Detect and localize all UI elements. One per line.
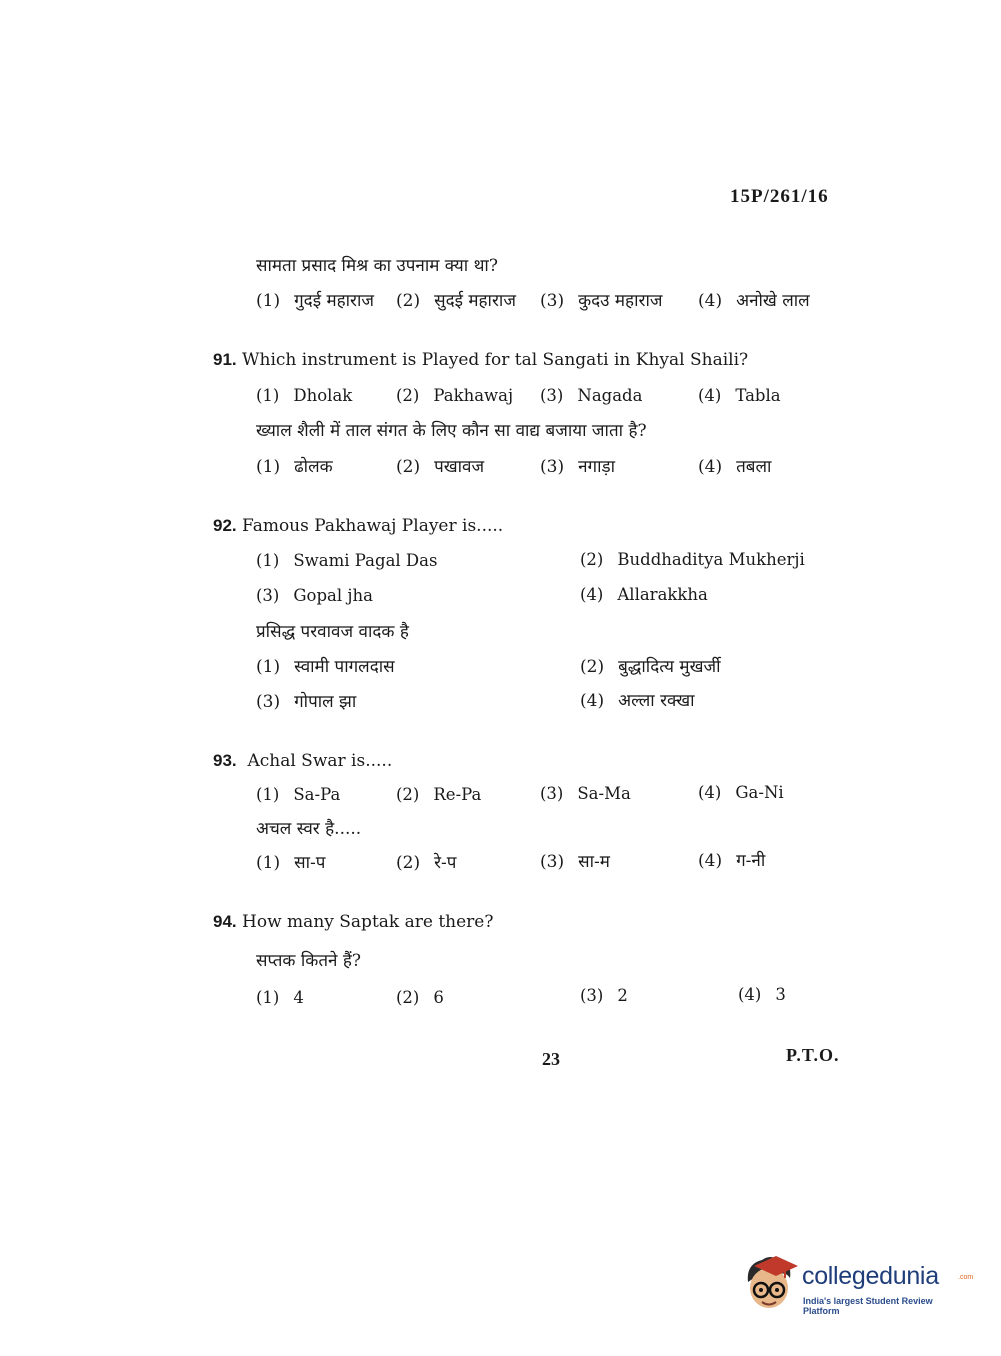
- q91-hindi-question: ख्याल शैली में ताल संगत के लिए कौन सा वाद्य बजाया जाता है?: [256, 421, 647, 441]
- paper-code: 15P/261/16: [730, 186, 829, 207]
- q93-hi-option-1: (1) सा-प: [256, 853, 326, 873]
- q92-question: 92. Famous Pakhawaj Player is.....: [213, 516, 504, 536]
- q92-option-4: (4) Allarakkha: [580, 585, 708, 604]
- q91-hi-option-2: (2) पखावज: [396, 457, 485, 477]
- q91-option-4: (4) Tabla: [698, 386, 781, 405]
- q91-option-3: (3) Nagada: [540, 386, 643, 405]
- q92-option-3: (3) Gopal jha: [256, 586, 373, 605]
- q90-hi-option-4: (4) अनोखे लाल: [698, 291, 810, 311]
- q93-hi-option-4: (4) ग-नी: [698, 851, 766, 871]
- q93-option-1: (1) Sa-Pa: [256, 785, 341, 804]
- q90-hi-option-1: (1) गुदई महाराज: [256, 291, 375, 311]
- q91-hi-option-1: (1) ढोलक: [256, 457, 333, 477]
- q94-option-1: (1) 4: [256, 988, 304, 1007]
- q93-option-2: (2) Re-Pa: [396, 785, 482, 804]
- page-number: 23: [542, 1049, 560, 1069]
- q94-hindi-question: सप्तक कितने हैं?: [256, 951, 362, 971]
- q94-option-3: (3) 2: [580, 986, 628, 1005]
- brand-dotcom: .com: [958, 1274, 974, 1281]
- q90-hi-option-3: (3) कुदउ महाराज: [540, 291, 663, 311]
- q91-hi-option-4: (4) तबला: [698, 457, 772, 477]
- q94-option-4: (4) 3: [738, 985, 786, 1004]
- q90-hi-option-2: (2) सुदई महाराज: [396, 291, 516, 311]
- q93-hi-option-3: (3) सा-म: [540, 852, 610, 872]
- q94-question: 94. How many Saptak are there?: [213, 912, 494, 932]
- q90-hindi-question: सामता प्रसाद मिश्र का उपनाम क्या था?: [256, 256, 498, 276]
- collegedunia-logo: [740, 1252, 974, 1322]
- brand-tagline: India's largest Student Review Platform: [803, 1296, 933, 1316]
- q93-hindi-question: अचल स्वर है.....: [256, 819, 362, 839]
- q92-hindi-question: प्रसिद्ध परवावज वादक है: [256, 622, 409, 642]
- mascot-icon: [740, 1252, 800, 1322]
- q93-hi-option-2: (2) रे-प: [396, 853, 457, 873]
- q92-option-1: (1) Swami Pagal Das: [256, 551, 438, 570]
- q92-hi-option-4: (4) अल्ला रक्खा: [580, 691, 695, 711]
- q94-option-2: (2) 6: [396, 988, 444, 1007]
- q92-hi-option-2: (2) बुद्धादित्य मुखर्जी: [580, 657, 721, 677]
- q92-option-2: (2) Buddhaditya Mukherji: [580, 550, 805, 569]
- q92-hi-option-1: (1) स्वामी पागलदास: [256, 657, 395, 677]
- q93-question: 93. Achal Swar is.....: [213, 751, 393, 771]
- q92-hi-option-3: (3) गोपाल झा: [256, 692, 357, 712]
- q93-option-3: (3) Sa-Ma: [540, 784, 631, 803]
- q91-option-1: (1) Dholak: [256, 386, 353, 405]
- q93-option-4: (4) Ga-Ni: [698, 783, 784, 802]
- pto-label: P.T.O.: [786, 1045, 840, 1065]
- q91-question: 91. Which instrument is Played for tal Sangati in Khyal Shaili?: [213, 350, 749, 370]
- brand-name: collegedunia: [802, 1262, 939, 1290]
- q91-hi-option-3: (3) नगाड़ा: [540, 457, 616, 477]
- q91-option-2: (2) Pakhawaj: [396, 386, 514, 405]
